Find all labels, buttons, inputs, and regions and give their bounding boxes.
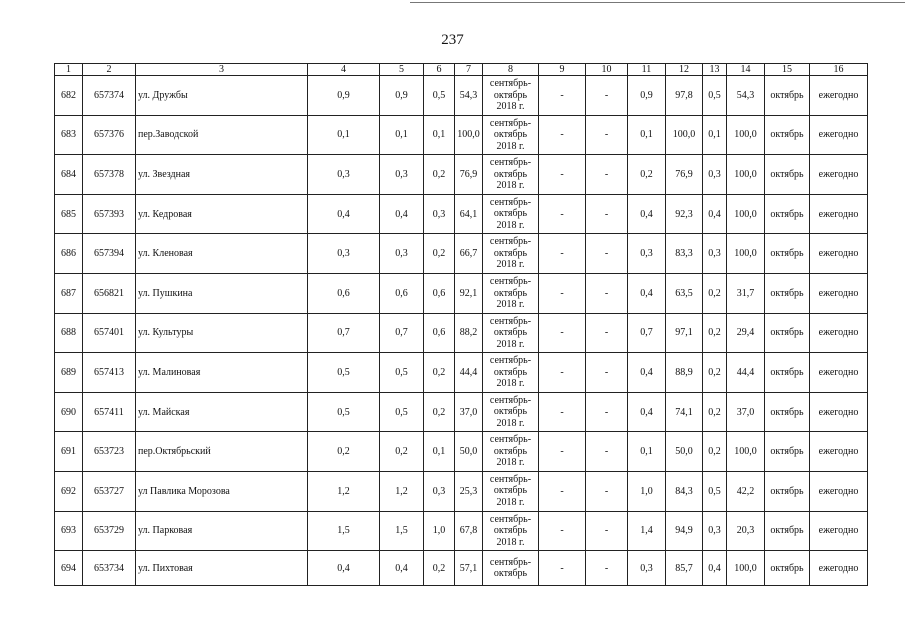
value-col-4: 0,2 bbox=[308, 432, 380, 472]
value-col-5: 0,9 bbox=[380, 76, 424, 116]
row-number: 691 bbox=[55, 432, 83, 472]
street-name: ул Павлика Морозова bbox=[136, 471, 308, 511]
table-row bbox=[55, 234, 868, 274]
percent-col-14: 31,7 bbox=[727, 273, 765, 313]
frequency: ежегодно bbox=[810, 76, 868, 116]
value-col-9: - bbox=[539, 234, 586, 274]
work-period-line: 2018 г. bbox=[496, 496, 525, 508]
value-col-6: 0,6 bbox=[424, 313, 455, 353]
street-name: ул. Звездная bbox=[136, 155, 308, 195]
inspection-month: октябрь bbox=[765, 76, 810, 116]
street-name: ул. Культуры bbox=[136, 313, 308, 353]
value-col-4: 0,5 bbox=[308, 353, 380, 393]
value-col-13: 0,5 bbox=[703, 471, 727, 511]
table-row bbox=[55, 313, 868, 353]
column-number-14: 14 bbox=[727, 64, 765, 76]
table-row bbox=[55, 115, 868, 155]
percent-col-14: 100,0 bbox=[727, 155, 765, 195]
object-code: 653727 bbox=[83, 471, 136, 511]
value-col-5: 0,4 bbox=[380, 551, 424, 586]
registry-table bbox=[54, 63, 868, 586]
street-name: ул. Пушкина bbox=[136, 273, 308, 313]
value-col-11: 0,1 bbox=[628, 115, 666, 155]
page-number: 237 bbox=[441, 32, 464, 48]
value-col-4: 0,3 bbox=[308, 155, 380, 195]
work-period-line: октябрь bbox=[493, 366, 528, 378]
work-period-line: 2018 г. bbox=[496, 536, 525, 548]
work-period bbox=[483, 273, 539, 313]
percent-col-14: 100,0 bbox=[727, 551, 765, 586]
inspection-month: октябрь bbox=[765, 234, 810, 274]
percent-col-14: 37,0 bbox=[727, 392, 765, 432]
value-col-11: 0,7 bbox=[628, 313, 666, 353]
street-name: ул. Пихтовая bbox=[136, 551, 308, 586]
percent-col-7: 57,1 bbox=[455, 551, 483, 586]
value-col-9: - bbox=[539, 392, 586, 432]
percent-col-7: 88,2 bbox=[455, 313, 483, 353]
row-number: 684 bbox=[55, 155, 83, 195]
row-number: 683 bbox=[55, 115, 83, 155]
column-number-4: 4 bbox=[308, 64, 380, 76]
work-period-line: сентябрь- bbox=[489, 315, 532, 327]
value-col-6: 0,6 bbox=[424, 273, 455, 313]
work-period-line: октябрь bbox=[493, 327, 528, 339]
value-col-5: 1,2 bbox=[380, 471, 424, 511]
row-number: 692 bbox=[55, 471, 83, 511]
table-row bbox=[55, 194, 868, 234]
value-col-9: - bbox=[539, 194, 586, 234]
value-col-4: 0,6 bbox=[308, 273, 380, 313]
value-col-10: - bbox=[586, 432, 628, 472]
value-col-5: 0,7 bbox=[380, 313, 424, 353]
value-col-5: 0,3 bbox=[380, 234, 424, 274]
value-col-6: 0,2 bbox=[424, 551, 455, 586]
value-col-6: 0,2 bbox=[424, 392, 455, 432]
value-col-5: 0,4 bbox=[380, 194, 424, 234]
inspection-month: октябрь bbox=[765, 273, 810, 313]
work-period-line: октябрь bbox=[493, 89, 528, 101]
percent-col-14: 29,4 bbox=[727, 313, 765, 353]
percent-col-7: 44,4 bbox=[455, 353, 483, 393]
value-col-4: 1,2 bbox=[308, 471, 380, 511]
percent-col-7: 25,3 bbox=[455, 471, 483, 511]
table-row bbox=[55, 432, 868, 472]
frequency: ежегодно bbox=[810, 234, 868, 274]
work-period bbox=[483, 471, 539, 511]
table-row bbox=[55, 511, 868, 551]
street-name: ул. Парковая bbox=[136, 511, 308, 551]
frequency: ежегодно bbox=[810, 432, 868, 472]
percent-col-14: 44,4 bbox=[727, 353, 765, 393]
percent-col-12: 88,9 bbox=[666, 353, 703, 393]
value-col-10: - bbox=[586, 511, 628, 551]
frequency: ежегодно bbox=[810, 392, 868, 432]
value-col-4: 0,9 bbox=[308, 76, 380, 116]
value-col-6: 0,5 bbox=[424, 76, 455, 116]
percent-col-12: 74,1 bbox=[666, 392, 703, 432]
inspection-month: октябрь bbox=[765, 115, 810, 155]
work-period bbox=[483, 313, 539, 353]
value-col-4: 0,4 bbox=[308, 551, 380, 586]
value-col-10: - bbox=[586, 471, 628, 511]
column-number-3: 3 bbox=[136, 64, 308, 76]
frequency: ежегодно bbox=[810, 551, 868, 586]
frequency: ежегодно bbox=[810, 194, 868, 234]
value-col-4: 0,7 bbox=[308, 313, 380, 353]
percent-col-14: 54,3 bbox=[727, 76, 765, 116]
percent-col-12: 92,3 bbox=[666, 194, 703, 234]
work-period-line: 2018 г. bbox=[496, 140, 525, 152]
value-col-10: - bbox=[586, 551, 628, 586]
value-col-9: - bbox=[539, 76, 586, 116]
percent-col-12: 97,8 bbox=[666, 76, 703, 116]
table-row bbox=[55, 76, 868, 116]
work-period-line: 2018 г. bbox=[496, 338, 525, 350]
work-period-line: сентябрь- bbox=[489, 513, 532, 525]
top-rule bbox=[410, 2, 905, 3]
value-col-11: 0,2 bbox=[628, 155, 666, 195]
street-name: пер.Заводской bbox=[136, 115, 308, 155]
percent-col-12: 76,9 bbox=[666, 155, 703, 195]
percent-col-7: 64,1 bbox=[455, 194, 483, 234]
value-col-10: - bbox=[586, 76, 628, 116]
work-period-line: октябрь bbox=[493, 406, 528, 418]
street-name: ул. Малиновая bbox=[136, 353, 308, 393]
street-name: пер.Октябрьский bbox=[136, 432, 308, 472]
column-number-8: 8 bbox=[483, 64, 539, 76]
percent-col-7: 37,0 bbox=[455, 392, 483, 432]
value-col-4: 0,5 bbox=[308, 392, 380, 432]
row-number: 694 bbox=[55, 551, 83, 586]
value-col-11: 0,3 bbox=[628, 234, 666, 274]
column-number-13: 13 bbox=[703, 64, 727, 76]
table-row bbox=[55, 273, 868, 313]
value-col-11: 0,9 bbox=[628, 76, 666, 116]
value-col-11: 0,4 bbox=[628, 392, 666, 432]
object-code: 657413 bbox=[83, 353, 136, 393]
inspection-month: октябрь bbox=[765, 155, 810, 195]
value-col-13: 0,3 bbox=[703, 155, 727, 195]
value-col-6: 0,3 bbox=[424, 194, 455, 234]
percent-col-7: 54,3 bbox=[455, 76, 483, 116]
frequency: ежегодно bbox=[810, 115, 868, 155]
object-code: 656821 bbox=[83, 273, 136, 313]
value-col-9: - bbox=[539, 353, 586, 393]
column-number-12: 12 bbox=[666, 64, 703, 76]
row-number: 690 bbox=[55, 392, 83, 432]
object-code: 653734 bbox=[83, 551, 136, 586]
value-col-9: - bbox=[539, 511, 586, 551]
row-number: 688 bbox=[55, 313, 83, 353]
percent-col-7: 66,7 bbox=[455, 234, 483, 274]
object-code: 657411 bbox=[83, 392, 136, 432]
percent-col-14: 42,2 bbox=[727, 471, 765, 511]
value-col-4: 0,4 bbox=[308, 194, 380, 234]
value-col-13: 0,2 bbox=[703, 273, 727, 313]
frequency: ежегодно bbox=[810, 313, 868, 353]
value-col-6: 1,0 bbox=[424, 511, 455, 551]
value-col-6: 0,2 bbox=[424, 155, 455, 195]
value-col-9: - bbox=[539, 551, 586, 586]
work-period-line: сентябрь- bbox=[489, 157, 532, 169]
street-name: ул. Кленовая bbox=[136, 234, 308, 274]
work-period-line: сентябрь- bbox=[489, 196, 532, 208]
column-number-6: 6 bbox=[424, 64, 455, 76]
value-col-13: 0,3 bbox=[703, 511, 727, 551]
frequency: ежегодно bbox=[810, 273, 868, 313]
percent-col-7: 67,8 bbox=[455, 511, 483, 551]
work-period-line: октябрь bbox=[493, 445, 528, 457]
value-col-11: 1,0 bbox=[628, 471, 666, 511]
frequency: ежегодно bbox=[810, 155, 868, 195]
object-code: 657376 bbox=[83, 115, 136, 155]
work-period bbox=[483, 392, 539, 432]
object-code: 657378 bbox=[83, 155, 136, 195]
value-col-13: 0,3 bbox=[703, 234, 727, 274]
street-name: ул. Кедровая bbox=[136, 194, 308, 234]
percent-col-12: 97,1 bbox=[666, 313, 703, 353]
value-col-10: - bbox=[586, 115, 628, 155]
row-number: 693 bbox=[55, 511, 83, 551]
value-col-10: - bbox=[586, 155, 628, 195]
percent-col-12: 84,3 bbox=[666, 471, 703, 511]
column-number-7: 7 bbox=[455, 64, 483, 76]
work-period bbox=[483, 115, 539, 155]
column-number-row bbox=[55, 64, 868, 76]
value-col-6: 0,2 bbox=[424, 353, 455, 393]
work-period bbox=[483, 353, 539, 393]
column-number-10: 10 bbox=[586, 64, 628, 76]
percent-col-7: 92,1 bbox=[455, 273, 483, 313]
inspection-month: октябрь bbox=[765, 313, 810, 353]
value-col-4: 1,5 bbox=[308, 511, 380, 551]
work-period-line: октябрь bbox=[493, 568, 528, 580]
value-col-13: 0,2 bbox=[703, 432, 727, 472]
work-period-line: сентябрь- bbox=[489, 276, 532, 288]
value-col-9: - bbox=[539, 273, 586, 313]
row-number: 686 bbox=[55, 234, 83, 274]
work-period-line: 2018 г. bbox=[496, 259, 525, 271]
inspection-month: октябрь bbox=[765, 353, 810, 393]
work-period-line: 2018 г. bbox=[496, 101, 525, 113]
value-col-5: 0,5 bbox=[380, 392, 424, 432]
percent-col-12: 94,9 bbox=[666, 511, 703, 551]
object-code: 657394 bbox=[83, 234, 136, 274]
value-col-10: - bbox=[586, 313, 628, 353]
value-col-9: - bbox=[539, 115, 586, 155]
value-col-11: 1,4 bbox=[628, 511, 666, 551]
row-number: 689 bbox=[55, 353, 83, 393]
work-period-line: октябрь bbox=[493, 525, 528, 537]
work-period-line: октябрь bbox=[493, 247, 528, 259]
row-number: 685 bbox=[55, 194, 83, 234]
percent-col-14: 100,0 bbox=[727, 432, 765, 472]
percent-col-7: 100,0 bbox=[455, 115, 483, 155]
value-col-11: 0,3 bbox=[628, 551, 666, 586]
percent-col-12: 83,3 bbox=[666, 234, 703, 274]
value-col-10: - bbox=[586, 392, 628, 432]
work-period-line: сентябрь- bbox=[489, 236, 532, 248]
value-col-10: - bbox=[586, 273, 628, 313]
row-number: 682 bbox=[55, 76, 83, 116]
percent-col-12: 50,0 bbox=[666, 432, 703, 472]
value-col-6: 0,2 bbox=[424, 234, 455, 274]
work-period bbox=[483, 432, 539, 472]
work-period-line: сентябрь- bbox=[489, 556, 532, 568]
work-period bbox=[483, 234, 539, 274]
inspection-month: октябрь bbox=[765, 551, 810, 586]
work-period-line: сентябрь- bbox=[489, 434, 532, 446]
table-body bbox=[55, 76, 868, 586]
value-col-10: - bbox=[586, 353, 628, 393]
work-period bbox=[483, 551, 539, 586]
value-col-4: 0,1 bbox=[308, 115, 380, 155]
column-number-5: 5 bbox=[380, 64, 424, 76]
percent-col-12: 85,7 bbox=[666, 551, 703, 586]
work-period-line: октябрь bbox=[493, 485, 528, 497]
inspection-month: октябрь bbox=[765, 471, 810, 511]
column-number-16: 16 bbox=[810, 64, 868, 76]
object-code: 653723 bbox=[83, 432, 136, 472]
object-code: 653729 bbox=[83, 511, 136, 551]
object-code: 657393 bbox=[83, 194, 136, 234]
work-period bbox=[483, 511, 539, 551]
percent-col-14: 20,3 bbox=[727, 511, 765, 551]
frequency: ежегодно bbox=[810, 511, 868, 551]
work-period-line: сентябрь- bbox=[489, 78, 532, 90]
object-code: 657401 bbox=[83, 313, 136, 353]
value-col-11: 0,1 bbox=[628, 432, 666, 472]
column-number-9: 9 bbox=[539, 64, 586, 76]
percent-col-14: 100,0 bbox=[727, 234, 765, 274]
work-period-line: сентябрь- bbox=[489, 355, 532, 367]
table-row bbox=[55, 392, 868, 432]
value-col-5: 0,2 bbox=[380, 432, 424, 472]
work-period-line: октябрь bbox=[493, 208, 528, 220]
frequency: ежегодно bbox=[810, 353, 868, 393]
work-period-line: 2018 г. bbox=[496, 180, 525, 192]
value-col-13: 0,2 bbox=[703, 353, 727, 393]
value-col-9: - bbox=[539, 155, 586, 195]
street-name: ул. Майская bbox=[136, 392, 308, 432]
work-period-line: 2018 г. bbox=[496, 378, 525, 390]
table-row bbox=[55, 155, 868, 195]
table-row bbox=[55, 353, 868, 393]
inspection-month: октябрь bbox=[765, 392, 810, 432]
value-col-9: - bbox=[539, 432, 586, 472]
work-period-line: 2018 г. bbox=[496, 299, 525, 311]
value-col-9: - bbox=[539, 471, 586, 511]
work-period bbox=[483, 155, 539, 195]
row-number: 687 bbox=[55, 273, 83, 313]
value-col-13: 0,2 bbox=[703, 392, 727, 432]
work-period-line: сентябрь- bbox=[489, 473, 532, 485]
value-col-9: - bbox=[539, 313, 586, 353]
work-period-line: октябрь bbox=[493, 287, 528, 299]
percent-col-14: 100,0 bbox=[727, 194, 765, 234]
value-col-4: 0,3 bbox=[308, 234, 380, 274]
value-col-5: 0,3 bbox=[380, 155, 424, 195]
value-col-11: 0,4 bbox=[628, 194, 666, 234]
value-col-13: 0,4 bbox=[703, 194, 727, 234]
work-period-line: 2018 г. bbox=[496, 457, 525, 469]
value-col-6: 0,1 bbox=[424, 115, 455, 155]
column-number-15: 15 bbox=[765, 64, 810, 76]
frequency: ежегодно bbox=[810, 471, 868, 511]
work-period bbox=[483, 76, 539, 116]
percent-col-14: 100,0 bbox=[727, 115, 765, 155]
inspection-month: октябрь bbox=[765, 511, 810, 551]
work-period-line: 2018 г. bbox=[496, 219, 525, 231]
value-col-13: 0,4 bbox=[703, 551, 727, 586]
table-row bbox=[55, 471, 868, 511]
object-code: 657374 bbox=[83, 76, 136, 116]
value-col-5: 1,5 bbox=[380, 511, 424, 551]
value-col-11: 0,4 bbox=[628, 273, 666, 313]
value-col-13: 0,2 bbox=[703, 313, 727, 353]
column-number-2: 2 bbox=[83, 64, 136, 76]
value-col-11: 0,4 bbox=[628, 353, 666, 393]
table-row bbox=[55, 551, 868, 586]
work-period-line: сентябрь- bbox=[489, 117, 532, 129]
value-col-13: 0,1 bbox=[703, 115, 727, 155]
inspection-month: октябрь bbox=[765, 432, 810, 472]
inspection-month: октябрь bbox=[765, 194, 810, 234]
value-col-6: 0,1 bbox=[424, 432, 455, 472]
work-period-line: октябрь bbox=[493, 168, 528, 180]
work-period-line: 2018 г. bbox=[496, 417, 525, 429]
column-number-1: 1 bbox=[55, 64, 83, 76]
work-period-line: октябрь bbox=[493, 129, 528, 141]
value-col-10: - bbox=[586, 234, 628, 274]
street-name: ул. Дружбы bbox=[136, 76, 308, 116]
value-col-13: 0,5 bbox=[703, 76, 727, 116]
work-period bbox=[483, 194, 539, 234]
value-col-5: 0,5 bbox=[380, 353, 424, 393]
value-col-5: 0,6 bbox=[380, 273, 424, 313]
value-col-5: 0,1 bbox=[380, 115, 424, 155]
percent-col-7: 50,0 bbox=[455, 432, 483, 472]
value-col-6: 0,3 bbox=[424, 471, 455, 511]
work-period-line: сентябрь- bbox=[489, 394, 532, 406]
value-col-10: - bbox=[586, 194, 628, 234]
percent-col-12: 63,5 bbox=[666, 273, 703, 313]
column-number-11: 11 bbox=[628, 64, 666, 76]
percent-col-12: 100,0 bbox=[666, 115, 703, 155]
percent-col-7: 76,9 bbox=[455, 155, 483, 195]
